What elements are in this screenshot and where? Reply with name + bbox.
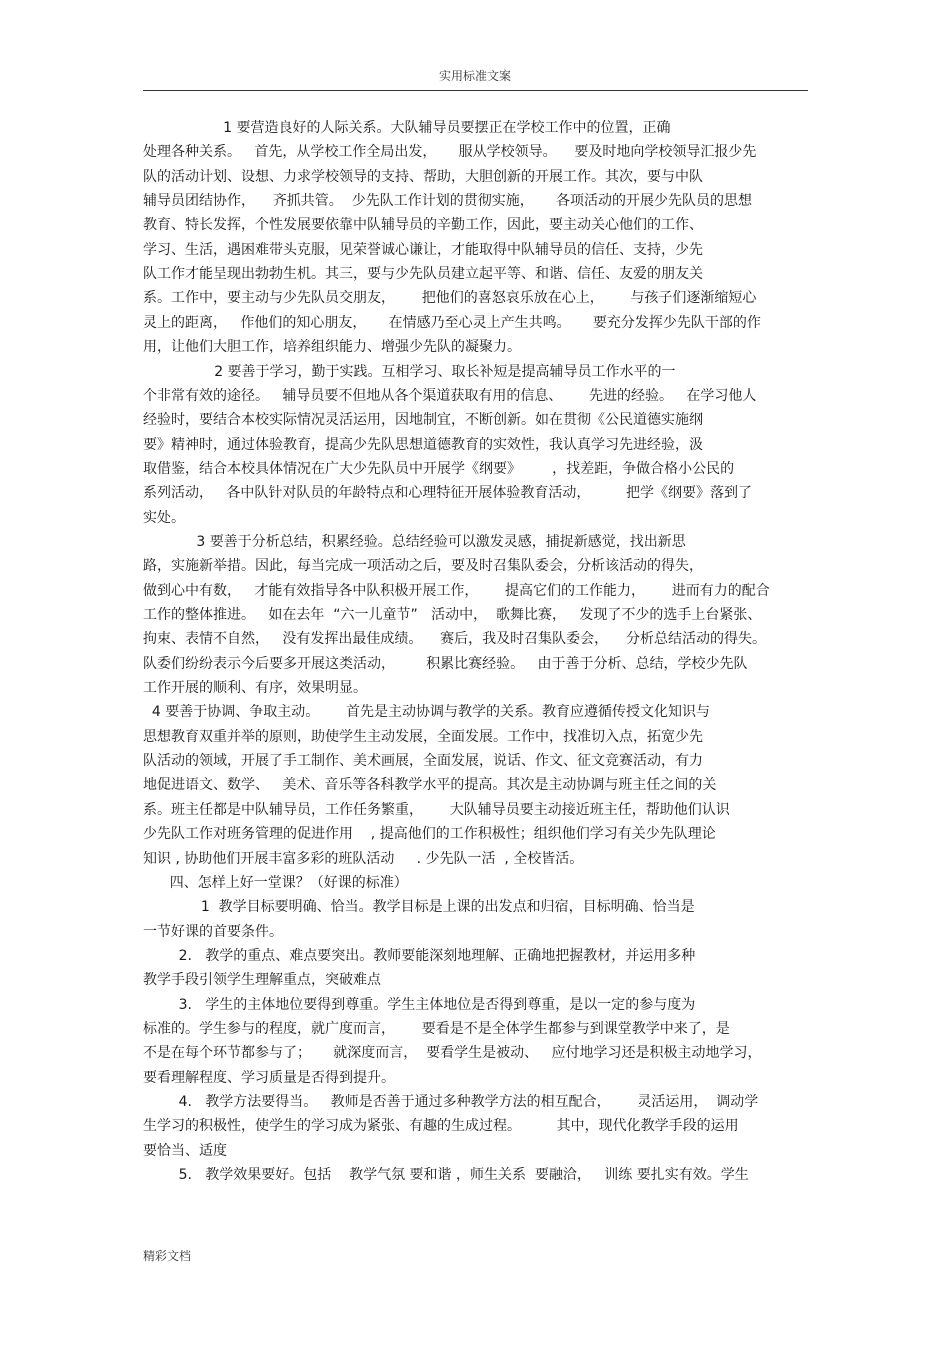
- page-header: 实用标准文案: [438, 69, 511, 83]
- text-line: 2 要善于学习，勤于实践。互相学习、取长补短是提高辅导员工作水平的一: [143, 363, 676, 380]
- text-line: 做到心中有数， 才能有效指导各中队积极开展工作， 提高它们的工作能力， 进而有力的配合: [143, 582, 770, 599]
- text-line: 取借鉴，结合本校具体情况在广大少先队员中开展学《纲要》 ，找差距，争做合格小公民的: [143, 460, 735, 477]
- text-line: 思想教育双重并举的原则，助使学生主动发展，全面发展。工作中，找准切入点，拓宽少先: [143, 728, 703, 745]
- text-line: 少先队工作对班务管理的促进作用 , 提高他们的工作积极性；组织他们学习有关少先队理论: [143, 826, 716, 843]
- text-line: 学习、生活，遇困难带头克服，见荣誉诚心谦让，才能取得中队辅导员的信任、支持，少先: [143, 241, 703, 258]
- text-line: 工作的整体推进。 如在去年 “六一儿童节” 活动中， 歌舞比赛， 发现了不少的选手上台紧张、: [143, 607, 762, 623]
- text-line: 系。工作中，要主动与少先队员交朋友， 把他们的喜怒哀乐放在心上， 与孩子们逐渐缩短心: [143, 290, 757, 307]
- text-line: 经验时，要结合本校实际情况灵活运用，因地制宜，不断创新。如在贯彻《公民道德实施纲: [143, 412, 703, 429]
- text-line: 灵上的距离， 作他们的知心朋友， 在情感乃至心灵上产生共鸣。 要充分发挥少先队干部的作: [143, 314, 761, 331]
- text-line: 3 要善于分析总结，积累经验。总结经验可以激发灵感，捕捉新感觉，找出新思: [143, 533, 686, 550]
- text-line: 知识 , 协助他们开展丰富多彩的班队活动 . 少先队一活 , 全校皆活。: [143, 850, 584, 867]
- text-line: 工作开展的顺利、有序，效果明显。: [143, 680, 367, 697]
- text-line: 地促进语文、数学、 美术、音乐等各科教学水平的提高。其次是主动协调与班主任之间的关: [143, 777, 717, 794]
- text-line: 队活动的领域，开展了手工制作、美术画展，全面发展，说话、作文、征文竞赛活动，有力: [143, 753, 703, 770]
- text-line: 1 要营造良好的人际关系。大队辅导员要摆正在学校工作中的位置，正确: [143, 120, 671, 136]
- text-line: 教育、特长发挥，个性发展要依靠中队辅导员的辛勤工作，因此，要主动关心他们的工作、: [143, 217, 703, 234]
- text-line: 3. 学生的主体地位要得到尊重。学生主体地位是否得到尊重，是以一定的参与度为: [143, 996, 696, 1013]
- text-line: 4 要善于协调、争取主动。 首先是主动协调与教学的关系。教育应遵循传授文化知识与: [143, 704, 710, 721]
- text-line: 拘束、表情不自然， 没有发挥出最佳成绩。 赛后，我及时召集队委会， 分析总结活动的得失。: [143, 631, 766, 648]
- text-line: 用，让他们大胆工作，培养组织能力、增强少先队的凝聚力。: [143, 339, 521, 356]
- page-footer: 精彩文档: [143, 1249, 192, 1263]
- text-line: 不是在每个环节都参与了； 就深度而言， 要看学生是被动、 应付地学习还是积极主动地学习，: [143, 1045, 762, 1062]
- text-line: 4. 教学方法要得当。 教师是否善于通过多种教学方法的相互配合， 灵活运用， 调动学: [143, 1094, 759, 1110]
- text-line: 路，实施新举措。因此，每当完成一项活动之后，要及时召集队委会，分析该活动的得失，: [143, 558, 703, 575]
- text-line: 5. 教学效果要好。包括 教学气氛 要和谐 ，师生关系 要融洽， 训练 要扎实有效。学生: [143, 1167, 749, 1184]
- text-line: 要》精神时，通过体验教育，提高少先队思想道德教育的实效性，我认真学习先进经验，汲: [143, 436, 703, 453]
- text-line: 处理各种关系。 首先，从学校工作全局出发， 服从学校领导。 要及时地向学校领导汇报少先: [143, 144, 757, 161]
- text-line: 实处。: [143, 509, 185, 526]
- text-line: 教学手段引领学生理解重点，突破难点: [143, 972, 381, 989]
- text-line: 要看理解程度、学习质量是否得到提升。: [143, 1069, 395, 1086]
- text-line: 1 教学目标要明确、恰当。教学目标是上课的出发点和归宿，目标明确、恰当是: [143, 899, 695, 916]
- header-divider: [143, 90, 808, 91]
- text-line: 辅导员团结协作， 齐抓共管。 少先队工作计划的贯彻实施， 各项活动的开展少先队员的思想: [143, 193, 752, 210]
- text-line: 队的活动计划、设想、力求学校领导的支持、帮助，大胆创新的开展工作。其次，要与中队: [143, 168, 703, 185]
- text-line: 个非常有效的途径。 辅导员要不但地从各个渠道获取有用的信息、 先进的经验。 在学习他人: [143, 387, 757, 404]
- text-line: 系列活动， 各中队针对队员的年龄特点和心理特征开展体验教育活动， 把学《纲要》落到了: [143, 485, 752, 502]
- text-line: 标准的。学生参与的程度，就广度而言， 要看是不是全体学生都参与到课堂教学中来了，是: [143, 1020, 730, 1037]
- text-line: 系。班主任都是中队辅导员，工作任务繁重， 大队辅导员要主动接近班主任，帮助他们认识: [143, 801, 730, 818]
- text-line: 队委们纷纷表示今后要多开展这类活动， 积累比赛经验。 由于善于分析、总结，学校少先队: [143, 655, 748, 672]
- text-line: 四、怎样上好一堂课？（好课的标准）: [143, 874, 408, 891]
- text-line: 要恰当、适度: [143, 1142, 227, 1159]
- text-line: 队工作才能呈现出勃勃生机。其三，要与少先队员建立起平等、和谐、信任、友爱的朋友关: [143, 266, 703, 283]
- text-line: 2. 教学的重点、难点要突出。教师要能深刻地理解、正确地把握教材，并运用多种: [143, 947, 696, 964]
- text-line: 生学习的积极性，使学生的学习成为紧张、有趣的生成过程。 其中，现代化教学手段的运用: [143, 1118, 739, 1135]
- text-line: 一节好课的首要条件。: [143, 923, 283, 940]
